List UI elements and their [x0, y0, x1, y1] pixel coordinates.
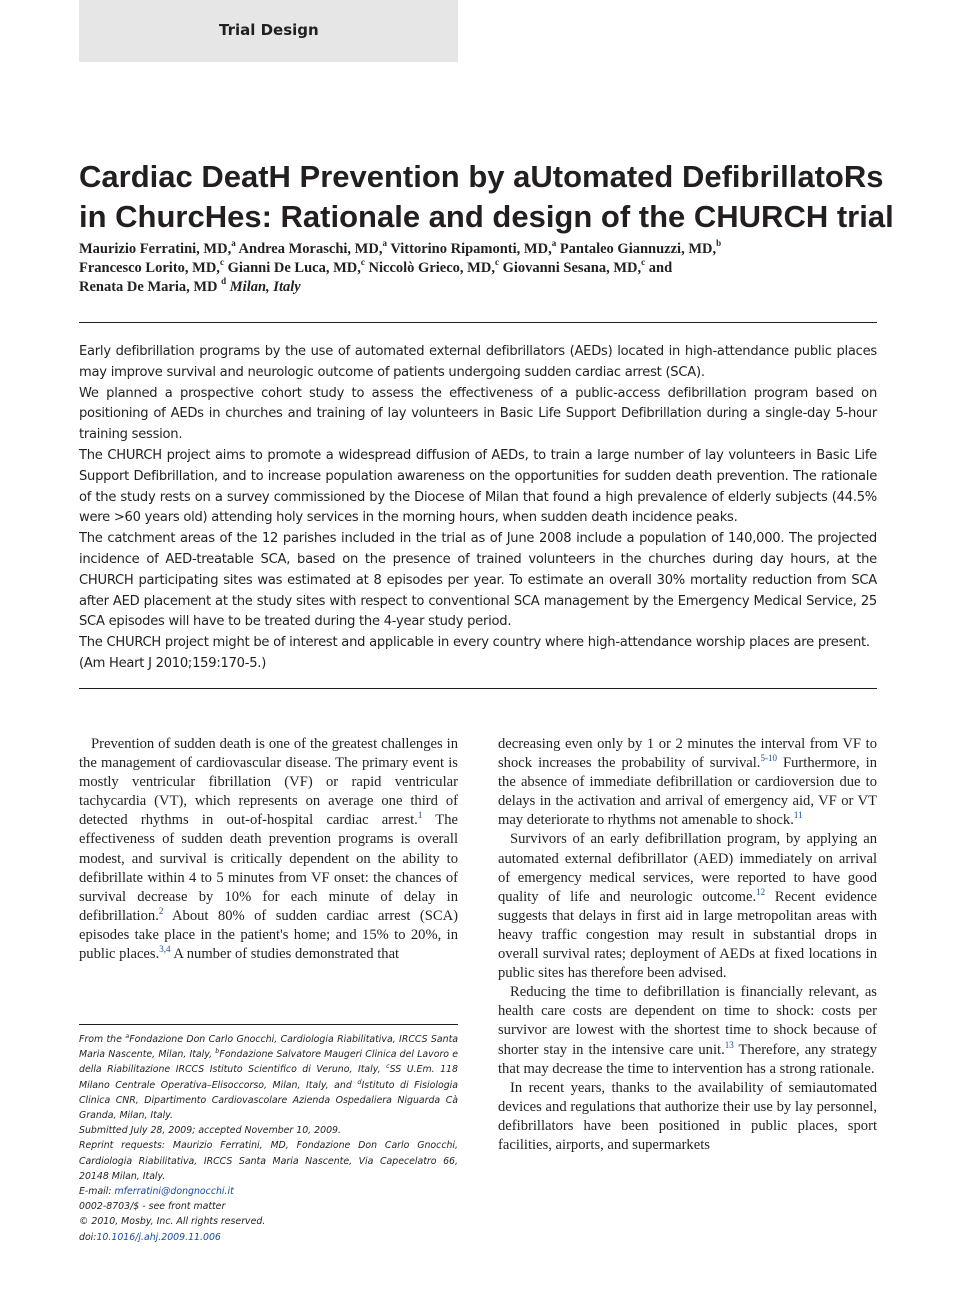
body-column-left	[79, 735, 458, 964]
reference-link[interactable]: 2	[158, 905, 164, 916]
footnote-text: From the	[79, 1034, 126, 1045]
body-text: decreasing even only by 1 or 2 minutes the interval from VF to shock increases the probability of survival.	[498, 736, 877, 772]
footnote-text: SS U.Em. 118 Milano Centrale Operativa–Elisoccorso, Milan, Italy, and	[79, 1064, 458, 1091]
body-text: Therefore, any strategy that may decrease the time to intervention has a strong rationale.	[498, 1041, 877, 1077]
issn-note: 0002-8703/$ - see front matter	[79, 1201, 226, 1213]
reprint-note: Reprint requests: Maurizio Ferratini, MD, Fondazione Don Carlo Gnocchi, Cardiologia Riabilitativa, IRCCS Santa Maria Nascente, Via Capecelatro 66, 20148 Milan, Italy.	[79, 1140, 458, 1182]
abstract-paragraph: The CHURCH project might be of interest and applicable in every country where high-attendance worship places are present.	[79, 635, 870, 651]
author: Francesco Lorito, MD,	[79, 260, 220, 276]
article-title	[79, 157, 899, 237]
affiliation-mark: a	[551, 238, 557, 248]
reference-link[interactable]: 1	[417, 810, 423, 821]
footnote-text: Fondazione Salvatore Maugeri Clinica del Lavoro e della Riabilitazione IRCCS Istituto Scientifico di Veruno, Italy,	[79, 1049, 458, 1076]
author-location: Milan, Italy	[229, 279, 301, 295]
author: Maurizio Ferratini, MD,	[79, 241, 232, 257]
footnote-text: E-mail:	[79, 1186, 115, 1198]
footnote-text: Fondazione Don Carlo Gnocchi, Cardiologia Riabilitativa, IRCCS Santa Maria Nascente, Milan, Italy,	[79, 1034, 458, 1061]
affiliation-mark: c	[360, 257, 365, 267]
abstract	[79, 342, 877, 675]
body-paragraph	[79, 735, 458, 964]
affiliation-mark: c	[219, 257, 224, 267]
title-line-1: Cardiac DeatH Prevention by aUtomated DefibrillatoRs	[79, 159, 884, 194]
email-link[interactable]: mferratini@dongnocchi.it	[114, 1186, 234, 1198]
reference-link[interactable]: 5-10	[760, 753, 777, 764]
body-text: Prevention of sudden death is one of the greatest challenges in the management of cardiovascular disease. The primary event is mostly ventricular fibrillation (VF) or rapid ventricular tachycardia (VT), which represents on average one third of detected rhythms in out-of-hospital cardiac arrest.	[79, 736, 458, 829]
affiliation-mark: b	[716, 238, 722, 248]
body-text: Reducing the time to defibrillation is financially relevant, as health care costs are dependent on time to shock: costs per survivor are lowest with the shortest time to shock because of shorter stay in the intensive care unit.	[498, 984, 877, 1058]
body-text: The effectiveness of sudden death prevention programs is overall modest, and survival is critically dependent on the ability to defibrillate within 4 to 5 minutes from VF onset: the chances of survival decrease by 10% for each minute of delay in defibrillation.	[79, 812, 458, 924]
reference-link[interactable]: 13	[724, 1039, 734, 1050]
abstract-top-rule	[79, 322, 877, 323]
body-paragraph	[498, 983, 877, 1078]
abstract-bottom-rule	[79, 688, 877, 689]
and-word: and	[648, 260, 673, 276]
body-text: Furthermore, in the absence of immediate defibrillation or cardioversion due to delays in the activation and arrival of emergency aid, VF or VT may deteriorate to rhythms not amenable to shock.	[498, 755, 877, 829]
title-line-2: in ChurcHes: Rationale and design of the CHURCH trial	[79, 199, 894, 234]
body-paragraph	[498, 735, 877, 830]
footnotes	[79, 1032, 458, 1245]
affiliation-mark: d	[221, 276, 227, 286]
footnote-rule	[79, 1024, 458, 1025]
submitted-note: Submitted July 28, 2009; accepted November 10, 2009.	[79, 1125, 341, 1137]
author: Vittorino Ripamonti, MD,	[390, 241, 552, 257]
body-text: About 80% of sudden cardiac arrest (SCA) episodes take place in the patient's home; and 15% to 20%, in public places.	[79, 907, 458, 963]
footnote-text: doi:	[79, 1231, 97, 1243]
reference-link[interactable]: 11	[793, 810, 803, 821]
body-paragraph: In recent years, thanks to the availability of semiautomated devices and regulations that authorize their use by lay personnel, defibrillators have been positioned in public places, sport facilities, airports, and supermarkets	[498, 1079, 877, 1153]
affiliation-mark: a	[125, 1032, 130, 1040]
abstract-citation: (Am Heart J 2010;159:170-5.)	[79, 655, 267, 671]
author: Gianni De Luca, MD,	[227, 260, 361, 276]
doi-link[interactable]: 10.1016/j.ahj.2009.11.006	[96, 1231, 221, 1243]
author: Renata De Maria, MD	[79, 279, 218, 295]
abstract-paragraph: Early defibrillation programs by the use of automated external defibrillators (AEDs) located in high-attendance public places may improve survival and neurologic outcome of patients undergoing sudden cardiac arrest (SCA).	[79, 344, 877, 380]
reference-link[interactable]: 3,4	[159, 944, 171, 955]
affiliations-note	[79, 1032, 458, 1123]
abstract-paragraph: The CHURCH project aims to promote a widespread diffusion of AEDs, to train a large number of lay volunteers in Basic Life Support Defibrillation, and to increase population awareness on the opportunities for sudden death prevention. The rationale of the study rests on a survey commissioned by the Diocese of Milan that found a high prevalence of elderly subjects (44.5% were >60 years old) attending holy services in the morning hours, when sudden death incidence peaks.	[79, 447, 877, 526]
affiliation-mark: c	[386, 1062, 390, 1071]
author: Giovanni Sesana, MD,	[502, 260, 642, 276]
section-label: Trial Design	[219, 21, 319, 39]
email-note	[79, 1184, 458, 1199]
abstract-paragraph: The catchment areas of the 12 parishes included in the trial as of June 2008 include a population of 140,000. The projected incidence of AED-treatable SCA, based on the presence of trained volunteers in the churches during day hours, at the CHURCH participating sites was estimated at 8 episodes per year. To estimate an overall 30% mortality reduction from SCA after AED placement at the study sites with respect to conventional SCA management by the Emergency Medical Service, 25 SCA episodes will have to be treated during the 4-year study period.	[79, 531, 877, 630]
body-text: Recent evidence suggests that delays in first aid in large metropolitan areas with heavy traffic congestion may result in substantial drops in overall survival rates; deployment of AEDs at fixed locations in public sites has therefore been advised.	[498, 888, 878, 982]
author: Andrea Moraschi, MD,	[238, 241, 383, 257]
affiliation-mark: d	[357, 1077, 362, 1086]
body-text: A number of studies demonstrated that	[170, 946, 400, 963]
author: Niccolò Grieco, MD,	[368, 260, 495, 276]
affiliation-mark: a	[382, 238, 387, 248]
reference-link[interactable]: 12	[756, 886, 766, 897]
body-paragraph	[498, 830, 877, 983]
author-list	[79, 240, 879, 297]
affiliation-mark: a	[231, 238, 236, 248]
body-text: Survivors of an early defibrillation program, by applying an automated external defibrillator (AED) immediately on arrival of emergency medical services, were reported to have good quality of life and neurologic outcome.	[498, 831, 877, 905]
footnote-text: Istituto di Fisiologia Clinica CNR, Dipartimento Cardiovascolare Azienda Ospedaliera Niguarda Cà Granda, Milan, Italy.	[79, 1079, 459, 1122]
author: Pantaleo Giannuzzi, MD,	[559, 241, 717, 257]
copyright-note: © 2010, Mosby, Inc. All rights reserved.	[79, 1216, 266, 1228]
section-tab	[79, 0, 458, 62]
affiliation-mark: c	[494, 257, 499, 267]
doi-note	[79, 1230, 458, 1245]
affiliation-mark: b	[215, 1047, 220, 1056]
abstract-paragraph: We planned a prospective cohort study to assess the effectiveness of a public-access defibrillation program based on positioning of AEDs in churches and training of lay volunteers in Basic Life Support Defibrillation during a single-day 5-hour training session.	[79, 385, 877, 443]
affiliation-mark: c	[641, 257, 646, 267]
body-column-right	[498, 735, 877, 1155]
